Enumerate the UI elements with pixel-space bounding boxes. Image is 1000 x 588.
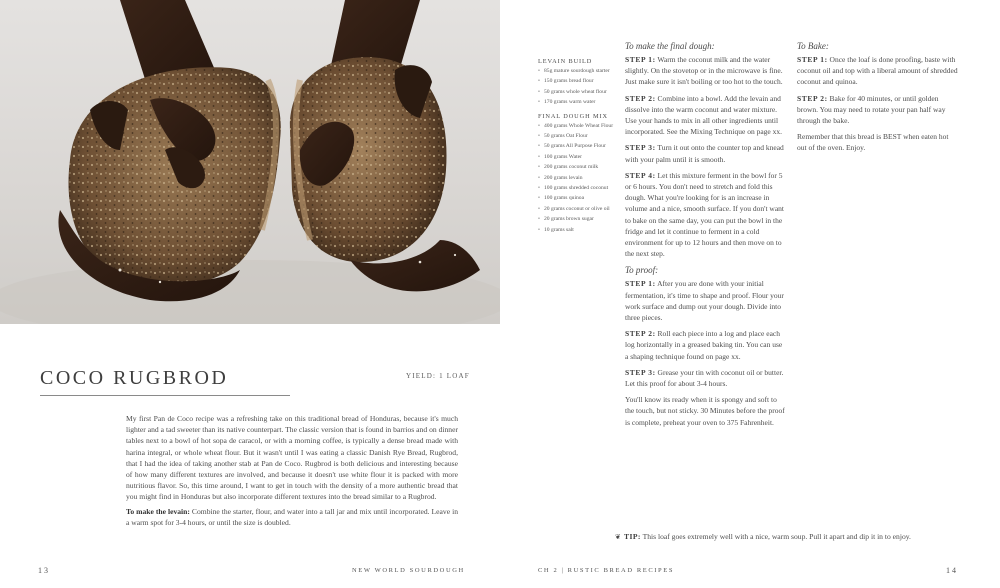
- list-item: • 150 grams bread flour: [538, 78, 620, 85]
- hands-breaking-bread-illustration: [0, 0, 500, 324]
- list-item: • 170 grams warm water: [538, 99, 620, 106]
- step-text: After you are done with your initial fermentation, it's time to shape and proof. Flour your work surface and dump out your dough. Divide into three pieces.: [625, 279, 784, 323]
- proof-heading: To proof:: [625, 265, 659, 276]
- step-text: Bake for 40 minutes, or until golden brown. You may need to rotate your pan half way through the bake.: [797, 93, 946, 126]
- title-divider: [40, 395, 290, 396]
- list-item: • 50 grams Oat Flour: [538, 133, 620, 140]
- list-item: • 100 grams quinoa: [538, 195, 620, 202]
- proof-step: [625, 278, 787, 323]
- intro-paragraph: My first Pan de Coco recipe was a refreshing take on this traditional bread of Honduras, because it's much lighter and a tad sweeter than its native counterpart. The classic version that is found in barrios and on dinner tables next to a bowl of hot sopa de caracol, or with a morning coffee, is typically a dense bread made with harina integral, or whole wheat flour. But it wasn't until I was eating a classic Danish Rye Bread, Rugbrod, that I had the idea of taking another stab at Pan de Coco. Rugbrod is both delicious and interesting because of how many different textures are involved, and because it doesn't use white flour it is packed with more nutritious flavor. So, this time around, I want to get in touch with the density of a more authentic bread that you might find in Honduras but also incorporate different textures into the bread similar to a Rugbrod.: [126, 414, 458, 502]
- step-label: STEP 2:: [625, 329, 656, 339]
- step-label: STEP 1:: [797, 55, 828, 64]
- bread-photo: [0, 0, 500, 324]
- step-label: STEP 3:: [625, 143, 656, 153]
- final-dough-mix-list: [538, 123, 620, 234]
- levain-instructions: [126, 506, 458, 528]
- list-item: • 100 grams shredded coconut: [538, 185, 620, 192]
- levain-build-heading: LEVAIN BUILD: [538, 58, 593, 65]
- recipe-yield: YIELD: 1 LOAF: [406, 372, 470, 380]
- running-head-right: CH 2 | RUSTIC BREAD RECIPES: [538, 567, 675, 574]
- list-item: • 10 grams salt: [538, 227, 620, 234]
- step-text: Roll each piece into a log and place each log horizontally in a greased baking tin. You can use a shaping technique found on page xx.: [625, 329, 783, 361]
- step-text: Warm the coconut milk and the water slightly. On the stovetop or in the microwave is fine. Just make sure it isn't boiling or too hot to the touch.: [625, 55, 783, 87]
- page-number-left: 13: [38, 566, 50, 575]
- step-text: Let this mixture ferment in the bowl for 5 or 6 hours. You don't need to stretch and fold this dough. What you're looking for is an increase in volume and a nice, smooth surface. If you don't want to bake on the same day, you can put the bowl in the fridge and let it continue to ferment in a cold environment for up to 12 hours and then move on to the next step.: [625, 170, 785, 259]
- step-label: STEP 4:: [625, 170, 656, 180]
- method-column-middle: [625, 40, 787, 433]
- intro-text: [126, 413, 458, 531]
- step-label: STEP 2:: [797, 93, 828, 103]
- running-head-left: NEW WORLD SOURDOUGH: [352, 567, 465, 574]
- list-item: • 50 grams whole wheat flour: [538, 89, 620, 96]
- final-dough-heading: To make the final dough:: [625, 41, 715, 51]
- levain-build-list: [538, 68, 620, 107]
- list-item: • 100 grams Water: [538, 154, 620, 161]
- recipe-title: COCO RUGBROD: [40, 367, 229, 389]
- final-dough-step: [625, 54, 787, 88]
- proof-step: [625, 367, 787, 389]
- tip-text: This loaf goes extremely well with a nice, warm soup. Pull it apart and dip it in to enjoy.: [642, 532, 911, 541]
- tip-label: TIP:: [624, 532, 641, 541]
- list-item: • 200 grams levain: [538, 175, 620, 182]
- fleuron-icon: ❦: [615, 533, 621, 541]
- list-item: • 20 grams coconut or olive oil: [538, 206, 620, 213]
- proof-step: [625, 328, 787, 362]
- method-column-right: [797, 40, 959, 159]
- list-item: • 20 grams brown sugar: [538, 216, 620, 223]
- list-item: • 85g mature sourdough starter: [538, 68, 620, 75]
- step-label: STEP 2:: [625, 93, 656, 103]
- proof-closing: You'll know its ready when it is spongy and soft to the touch, but not sticky. 30 Minutes before the proof is complete, preheat your oven to 375 Fahrenheit.: [625, 395, 785, 427]
- ingredients-sidebar: [538, 58, 620, 240]
- right-page: [500, 0, 1000, 588]
- step-text: Turn it out onto the counter top and knead with your palm until it is smooth.: [625, 143, 784, 164]
- list-item: • 200 grams coconut milk: [538, 164, 620, 171]
- step-text: Grease your tin with coconut oil or butter. Let this proof for about 3-4 hours.: [625, 367, 784, 389]
- tip-note: [615, 532, 975, 541]
- list-item: • 50 grams All Purpose Flour: [538, 143, 620, 150]
- list-item: • 400 grams Whole Wheat Flour: [538, 123, 620, 130]
- final-dough-step: [625, 93, 787, 138]
- bake-step: [797, 93, 959, 127]
- final-dough-mix-heading: FINAL DOUGH MIX: [538, 112, 608, 120]
- levain-label: To make the levain:: [126, 506, 190, 516]
- levain-text: Combine the starter, flour, and water into a tall jar and mix until incorporated. Leave in a warm spot for 3-4 hours, or until the size is doubled.: [126, 506, 458, 527]
- step-text: Combine into a bowl. Add the levain and dissolve into the warm coconut and water mixture. Use your hands to mix in all other ingredients until incorporated. See the Mixing Technique on page xx.: [625, 93, 783, 137]
- final-dough-step: [625, 142, 787, 164]
- step-label: STEP 1:: [625, 279, 656, 289]
- bake-closing: Remember that this bread is BEST when eaten hot out of the oven. Enjoy.: [797, 132, 949, 153]
- bake-step: [797, 54, 959, 88]
- step-text: Once the loaf is done proofing, baste with coconut oil and top with a liberal amount of shredded coconut and quinoa.: [797, 55, 958, 87]
- step-label: STEP 1:: [625, 55, 656, 64]
- final-dough-step: [625, 170, 787, 260]
- bake-heading: To Bake:: [797, 41, 829, 51]
- page-number-right: 14: [946, 566, 958, 575]
- step-label: STEP 3:: [625, 367, 656, 377]
